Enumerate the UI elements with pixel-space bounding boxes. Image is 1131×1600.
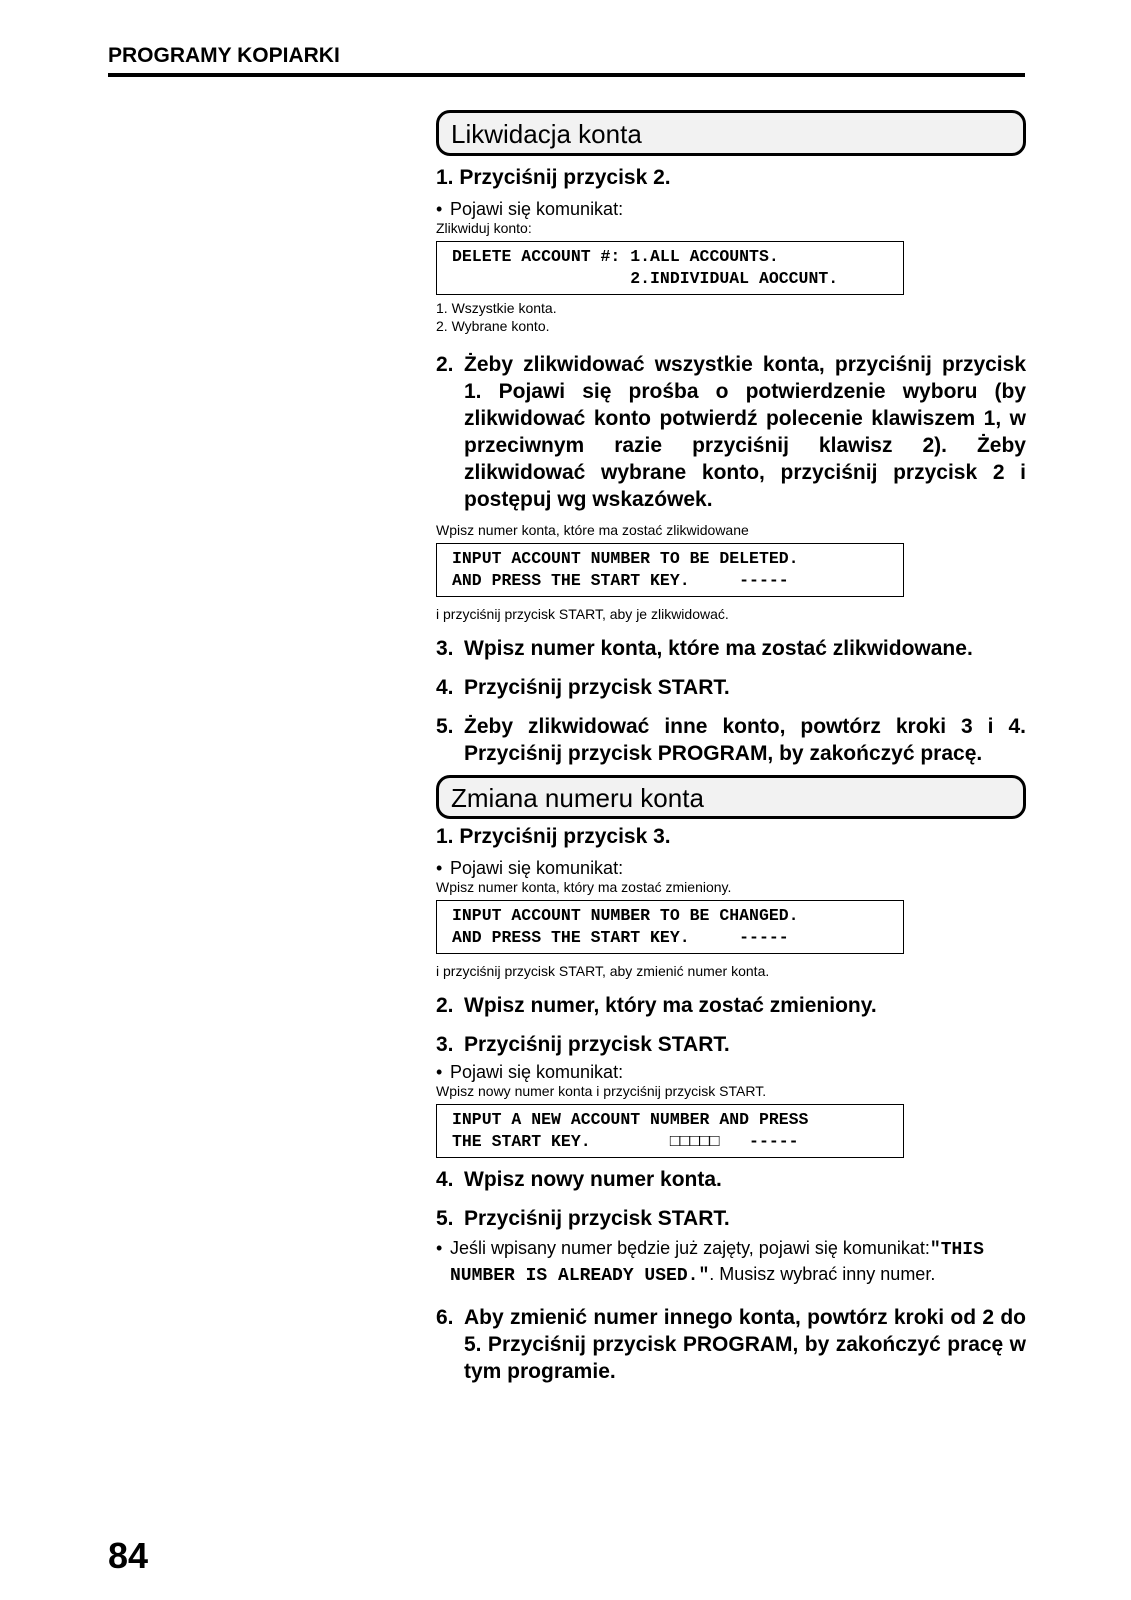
step-text: Przyciśnij przycisk 2. bbox=[459, 166, 671, 189]
page-number: 84 bbox=[108, 1535, 149, 1576]
translation-note: Wpisz numer konta, które ma zostać zlikwidowane bbox=[436, 522, 749, 538]
step-number: 1. bbox=[436, 825, 454, 848]
step-text: Przyciśnij przycisk START. bbox=[464, 1207, 730, 1230]
translation-note: Wpisz nowy numer konta i przyciśnij przycisk START. bbox=[436, 1083, 767, 1099]
step-item bbox=[436, 1166, 1026, 1193]
step-item bbox=[436, 1031, 1026, 1058]
step-number: 2. bbox=[436, 994, 454, 1017]
step-item bbox=[436, 1304, 1026, 1385]
step-item bbox=[436, 674, 1026, 701]
bullet-item bbox=[436, 858, 1026, 878]
bullet-text-end: . Musisz wybrać inny numer. bbox=[709, 1264, 936, 1284]
step-text: Aby zmienić numer innego konta, powtórz kroki od 2 do 5. Przyciśnij przycisk PROGRAM, by zakończyć pracę w tym programie. bbox=[464, 1306, 1026, 1383]
translation-note: i przyciśnij przycisk START, aby zmienić numer konta. bbox=[436, 963, 770, 979]
bullet-icon: • bbox=[436, 858, 443, 878]
bullet-item bbox=[436, 1062, 1026, 1082]
step-text: Wpisz nowy numer konta. bbox=[464, 1168, 722, 1191]
bullet-icon: • bbox=[436, 1238, 443, 1258]
bullet-text: Pojawi się komunikat: bbox=[450, 199, 624, 219]
step-text: Przyciśnij przycisk 3. bbox=[459, 825, 671, 848]
step-item bbox=[436, 823, 1026, 850]
step-text: Przyciśnij przycisk START. bbox=[464, 1033, 730, 1056]
step-number: 6. bbox=[436, 1306, 454, 1329]
step-text: Żeby zlikwidować wszystkie konta, przyciśnij przycisk 1. Pojawi się prośba o potwierdzenie wyboru (by zlikwidować konto potwierdź polecenie klawiszem 1, w przeciwnym razie przyciśnij klawisz 2). Żeby zlikwidować wybrane konto, przyciśnij przycisk 2 i postępuj wg wskazówek. bbox=[464, 353, 1026, 511]
step-text: Wpisz numer konta, które ma zostać zlikwidowane. bbox=[464, 637, 973, 660]
step-number: 4. bbox=[436, 1168, 454, 1191]
step-number: 4. bbox=[436, 676, 454, 699]
section-title-delete-account: Likwidacja konta bbox=[436, 110, 1026, 156]
step-number: 3. bbox=[436, 637, 454, 660]
translation-note: i przyciśnij przycisk START, aby je zlikwidować. bbox=[436, 606, 729, 622]
lcd-message-box: INPUT A NEW ACCOUNT NUMBER AND PRESS THE START KEY. □□□□□ ----- bbox=[436, 1104, 904, 1158]
option-note: 1. Wszystkie konta. bbox=[436, 300, 557, 316]
main-content bbox=[436, 110, 1026, 1385]
step-item bbox=[436, 992, 1026, 1019]
message-code: "THIS NUMBER IS ALREADY USED." bbox=[450, 1240, 984, 1286]
step-item bbox=[436, 1205, 1026, 1232]
translation-note: Wpisz numer konta, który ma zostać zmieniony. bbox=[436, 879, 732, 895]
step-number: 2. bbox=[436, 353, 454, 376]
step-number: 3. bbox=[436, 1033, 454, 1056]
option-note: 2. Wybrane konto. bbox=[436, 318, 550, 334]
step-number: 5. bbox=[436, 1207, 454, 1230]
bullet-icon: • bbox=[436, 1062, 443, 1082]
step-item bbox=[436, 635, 1026, 662]
step-text: Wpisz numer, który ma zostać zmieniony. bbox=[464, 994, 877, 1017]
translation-note: Zlikwiduj konto: bbox=[436, 220, 532, 236]
bullet-item bbox=[436, 1236, 1026, 1288]
bullet-text: Pojawi się komunikat: bbox=[450, 858, 624, 878]
header-divider bbox=[108, 73, 1025, 77]
step-number: 1. bbox=[436, 166, 454, 189]
step-item bbox=[436, 351, 1026, 513]
lcd-message-box: INPUT ACCOUNT NUMBER TO BE CHANGED. AND PRESS THE START KEY. ----- bbox=[436, 900, 904, 954]
step-item bbox=[436, 164, 1026, 191]
step-number: 5. bbox=[436, 715, 454, 738]
step-text: Przyciśnij przycisk START. bbox=[464, 676, 730, 699]
bullet-text: Pojawi się komunikat: bbox=[450, 1062, 624, 1082]
step-text: Żeby zlikwidować inne konto, powtórz kroki 3 i 4. Przyciśnij przycisk PROGRAM, by zakończyć pracę. bbox=[464, 715, 1026, 765]
lcd-message-box: DELETE ACCOUNT #: 1.ALL ACCOUNTS. 2.INDIVIDUAL AOCCUNT. bbox=[436, 241, 904, 295]
bullet-item bbox=[436, 199, 1026, 219]
section-title-change-account-number: Zmiana numeru konta bbox=[436, 775, 1026, 819]
step-item bbox=[436, 713, 1026, 767]
lcd-message-box: INPUT ACCOUNT NUMBER TO BE DELETED. AND PRESS THE START KEY. ----- bbox=[436, 543, 904, 597]
bullet-text: Jeśli wpisany numer będzie już zajęty, pojawi się komunikat: bbox=[450, 1238, 930, 1258]
page-header-title: PROGRAMY KOPIARKI bbox=[108, 44, 340, 67]
bullet-icon: • bbox=[436, 199, 443, 219]
